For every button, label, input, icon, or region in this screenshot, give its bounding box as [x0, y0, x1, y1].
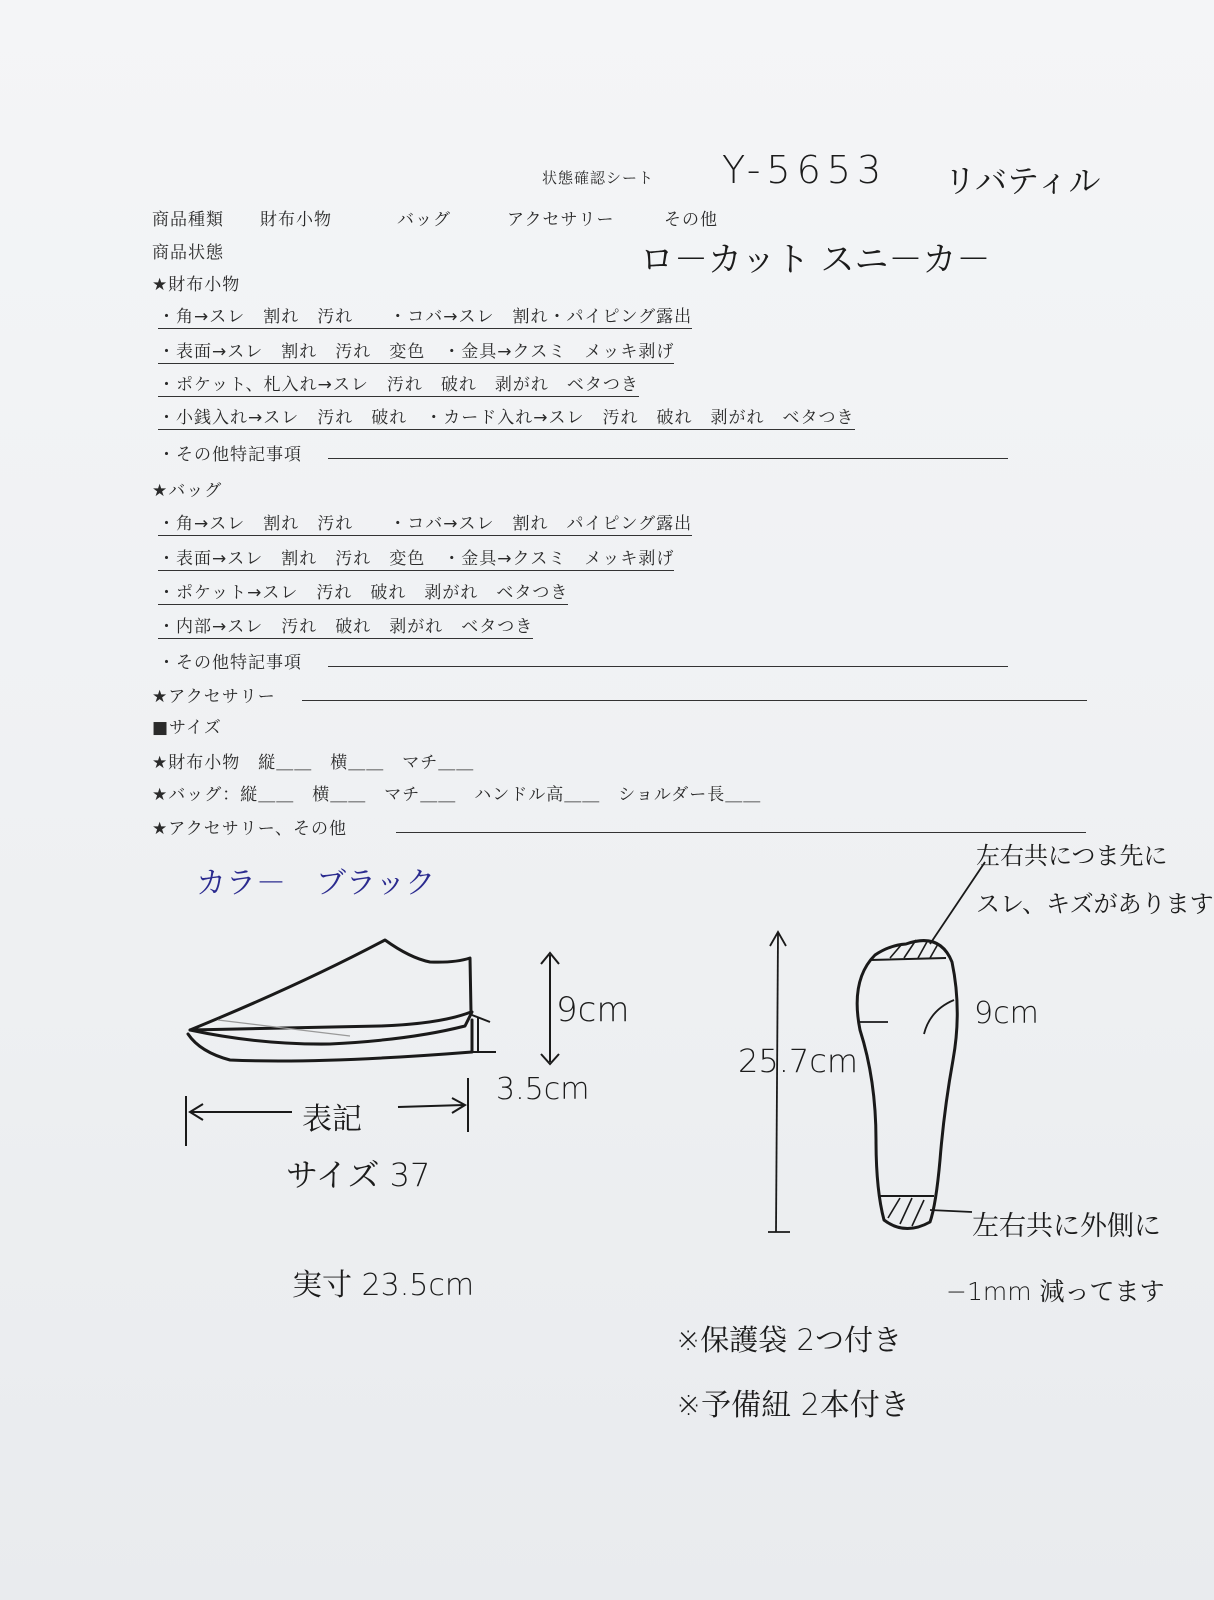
size-other: ★アクセサリー、その他 — [152, 819, 348, 839]
bag-line-4: ・内部→スレ 汚れ 破れ 剥がれ ベタつき — [158, 612, 533, 639]
heel-note-2: −1mm 減ってます — [946, 1277, 1165, 1306]
item-name: ロ－カット スニ－カ－ — [640, 240, 991, 280]
category-accessory: アクセサリー — [507, 210, 615, 230]
category-type: 商品種類 — [152, 210, 224, 230]
height-value: 9cm — [556, 990, 630, 1030]
wallet-line-1: ・角→スレ 割れ 汚れ ・コバ→スレ 割れ・パイピング露出 — [158, 302, 692, 329]
bag-line-3: ・ポケット→スレ 汚れ 破れ 剥がれ ベタつき — [158, 578, 568, 605]
wear-hatching — [888, 940, 938, 1226]
category-bag: バッグ — [397, 210, 451, 230]
size-label-handwritten: 表記 — [302, 1102, 362, 1137]
shoe-side-view — [188, 940, 472, 1061]
bag-notes: ・その他特記事項 — [158, 653, 302, 673]
item-code: Y-5653 — [722, 148, 888, 192]
size-bag: ★バッグ：縦＿＿ 横＿＿ マチ＿＿ ハンドル高＿＿ ショルダー長＿＿ — [152, 785, 762, 805]
size-value: サイズ 37 — [286, 1156, 431, 1194]
wallet-line-3: ・ポケット、札入れ→スレ 汚れ 破れ 剥がれ ベタつき — [158, 370, 639, 397]
wallet-line-2: ・表面→スレ 割れ 汚れ 変色 ・金具→クスミ メッキ剥げ — [158, 337, 674, 364]
actual-size: 実寸 23.5cm — [292, 1268, 475, 1303]
toe-note-2: スレ、キズがあります — [976, 890, 1214, 918]
shoe-sole-view — [857, 941, 957, 1229]
bag-line-1: ・角→スレ 割れ 汚れ ・コバ→スレ 割れ パイピング露出 — [158, 509, 692, 536]
sheet-title: 状態確認シート — [542, 169, 655, 187]
category-other: その他 — [664, 210, 718, 230]
accessory-note-1: ※保護袋 2つ付き — [676, 1323, 902, 1357]
brand-name: リバティル — [944, 162, 1101, 200]
bag-header: ★バッグ — [152, 481, 223, 501]
accessory-note-2: ※予備紐 2本付き — [676, 1388, 910, 1423]
size-wallet: ★財布小物 縦＿＿ 横＿＿ マチ＿＿ — [152, 753, 475, 773]
category-wallet: 財布小物 — [260, 210, 332, 230]
wallet-line-4: ・小銭入れ→スレ 汚れ 破れ ・カード入れ→スレ 汚れ 破れ 剥がれ ベタつき — [158, 403, 855, 430]
wallet-header: ★財布小物 — [152, 275, 241, 295]
height-dimension — [186, 953, 559, 1146]
toe-note-1: 左右共につま先に — [976, 842, 1168, 870]
sole-length: 25.7cm — [738, 1042, 859, 1080]
bag-line-2: ・表面→スレ 割れ 汚れ 変色 ・金具→クスミ メッキ剥げ — [158, 544, 674, 571]
heel-value: 3.5cm — [496, 1072, 590, 1107]
accessory-header: ★アクセサリー — [152, 687, 276, 707]
wallet-notes: ・その他特記事項 — [158, 445, 302, 465]
heel-note-1: 左右共に外側に — [972, 1211, 1161, 1242]
state-label: 商品状態 — [152, 243, 224, 263]
color-note: カラ－ ブラック — [196, 866, 436, 901]
size-label: ■サイズ — [152, 718, 222, 738]
sole-width: 9cm — [974, 996, 1039, 1031]
